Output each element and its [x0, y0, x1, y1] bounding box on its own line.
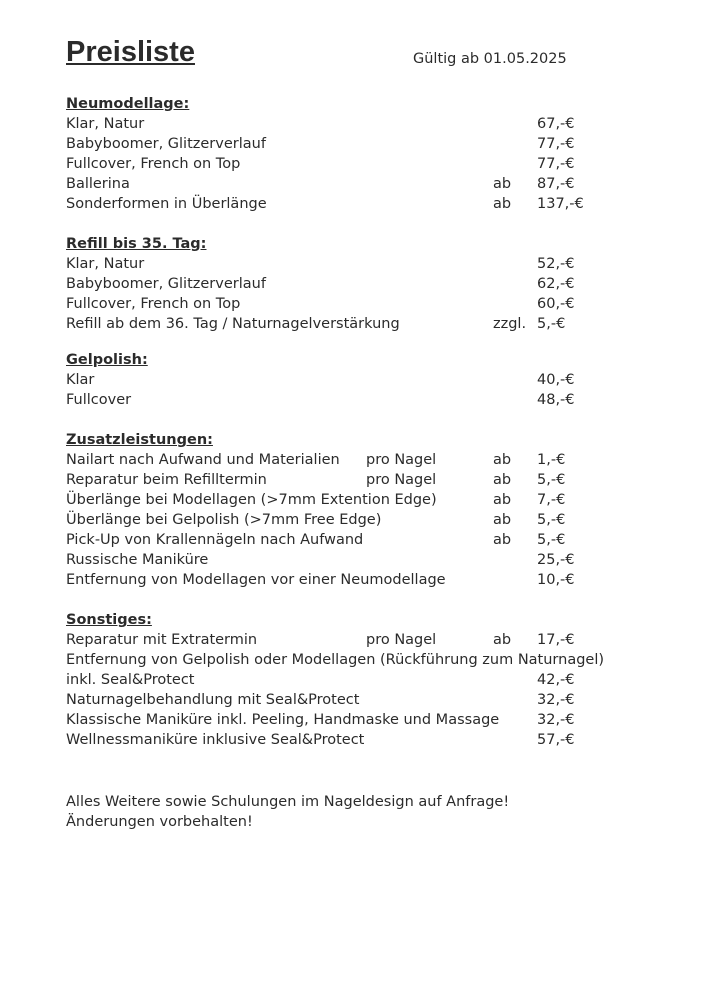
price-row: [66, 490, 686, 510]
unit-label: pro Nagel: [366, 452, 437, 468]
price-value: 77,-€: [537, 156, 575, 172]
price-value: 17,-€: [537, 632, 575, 648]
price-value: 57,-€: [537, 732, 575, 748]
section-refill: [66, 234, 686, 334]
service-label: Klassische Maniküre inkl. Peeling, Handmaske und Massage: [66, 712, 500, 728]
price-row: [66, 470, 686, 490]
price-prefix: ab: [493, 472, 512, 488]
price-value: 62,-€: [537, 276, 575, 292]
service-label: Überlänge bei Modellagen (>7mm Extention Edge): [66, 492, 437, 508]
section-heading: Neumodellage:: [66, 96, 190, 112]
price-row: [66, 450, 686, 470]
valid-from-date: Gültig ab 01.05.2025: [413, 51, 567, 67]
service-label: Reparatur mit Extratermin: [66, 632, 258, 648]
service-label: Pick-Up von Krallennägeln nach Aufwand: [66, 532, 364, 548]
price-prefix: ab: [493, 196, 512, 212]
price-value: 40,-€: [537, 372, 575, 388]
service-label: Babyboomer, Glitzerverlauf: [66, 136, 266, 152]
price-value: 5,-€: [537, 316, 566, 332]
service-label: Fullcover: [66, 392, 132, 408]
price-value: 5,-€: [537, 532, 566, 548]
price-value: 42,-€: [537, 672, 575, 688]
price-row: [66, 570, 686, 590]
service-label: Klar: [66, 372, 95, 388]
price-row: [66, 390, 686, 410]
footer-note-disclaimer: Änderungen vorbehalten!: [66, 814, 253, 830]
service-label: Ballerina: [66, 176, 130, 192]
price-row: [66, 550, 686, 570]
service-label: Fullcover, French on Top: [66, 156, 241, 172]
price-prefix: zzgl.: [493, 316, 527, 332]
price-row: [66, 710, 686, 730]
service-label: Fullcover, French on Top: [66, 296, 241, 312]
price-row: [66, 650, 686, 670]
service-label: Babyboomer, Glitzerverlauf: [66, 276, 266, 292]
price-value: 52,-€: [537, 256, 575, 272]
price-row: [66, 314, 686, 334]
price-row: [66, 274, 686, 294]
service-label: Klar, Natur: [66, 116, 145, 132]
price-value: 87,-€: [537, 176, 575, 192]
section-neumodellage: [66, 94, 686, 214]
service-label: Reparatur beim Refilltermin: [66, 472, 267, 488]
section-sonstiges: [66, 610, 686, 750]
service-label: Refill ab dem 36. Tag / Naturnagelverstärkung: [66, 316, 400, 332]
service-label: Nailart nach Aufwand und Materialien: [66, 452, 340, 468]
price-value: 1,-€: [537, 452, 566, 468]
page-title: Preisliste: [66, 36, 195, 68]
section-heading: Gelpolish:: [66, 352, 148, 368]
section-heading: Zusatzleistungen:: [66, 432, 213, 448]
price-row: [66, 370, 686, 390]
price-value: 32,-€: [537, 712, 575, 728]
section-zusatzleistungen: [66, 430, 686, 590]
service-label: Überlänge bei Gelpolish (>7mm Free Edge): [66, 512, 382, 528]
unit-label: pro Nagel: [366, 632, 437, 648]
price-value: 67,-€: [537, 116, 575, 132]
price-value: 7,-€: [537, 492, 566, 508]
section-heading: Sonstiges:: [66, 612, 152, 628]
price-row: [66, 294, 686, 314]
price-row: [66, 730, 686, 750]
price-row: [66, 174, 686, 194]
price-row: [66, 630, 686, 650]
service-label: Naturnagelbehandlung mit Seal&Protect: [66, 692, 360, 708]
price-prefix: ab: [493, 176, 512, 192]
price-prefix: ab: [493, 632, 512, 648]
price-prefix: ab: [493, 452, 512, 468]
price-row: [66, 134, 686, 154]
price-value: 10,-€: [537, 572, 575, 588]
price-value: 48,-€: [537, 392, 575, 408]
price-value: 60,-€: [537, 296, 575, 312]
service-label: Sonderformen in Überlänge: [66, 196, 267, 212]
price-value: 32,-€: [537, 692, 575, 708]
footer-note-inquiry: Alles Weitere sowie Schulungen im Nageldesign auf Anfrage!: [66, 794, 510, 810]
service-label: Entfernung von Modellagen vor einer Neumodellage: [66, 572, 446, 588]
footer-notes: [66, 792, 509, 832]
service-label: Russische Maniküre: [66, 552, 209, 568]
service-label: Entfernung von Gelpolish oder Modellagen (Rückführung zum Naturnagel): [66, 652, 605, 668]
price-value: 25,-€: [537, 552, 575, 568]
service-label: Wellnessmaniküre inklusive Seal&Protect: [66, 732, 365, 748]
price-row: [66, 154, 686, 174]
section-gelpolish: [66, 350, 686, 410]
price-row: [66, 194, 686, 214]
price-row: [66, 530, 686, 550]
price-value: 5,-€: [537, 472, 566, 488]
price-row: [66, 254, 686, 274]
price-value: 77,-€: [537, 136, 575, 152]
section-heading: Refill bis 35. Tag:: [66, 236, 207, 252]
service-label: inkl. Seal&Protect: [66, 672, 195, 688]
price-prefix: ab: [493, 532, 512, 548]
price-row: [66, 510, 686, 530]
price-value: 137,-€: [537, 196, 584, 212]
price-prefix: ab: [493, 492, 512, 508]
unit-label: pro Nagel: [366, 472, 437, 488]
price-row: [66, 690, 686, 710]
service-label: Klar, Natur: [66, 256, 145, 272]
price-value: 5,-€: [537, 512, 566, 528]
price-row: [66, 114, 686, 134]
price-row: [66, 670, 686, 690]
price-prefix: ab: [493, 512, 512, 528]
